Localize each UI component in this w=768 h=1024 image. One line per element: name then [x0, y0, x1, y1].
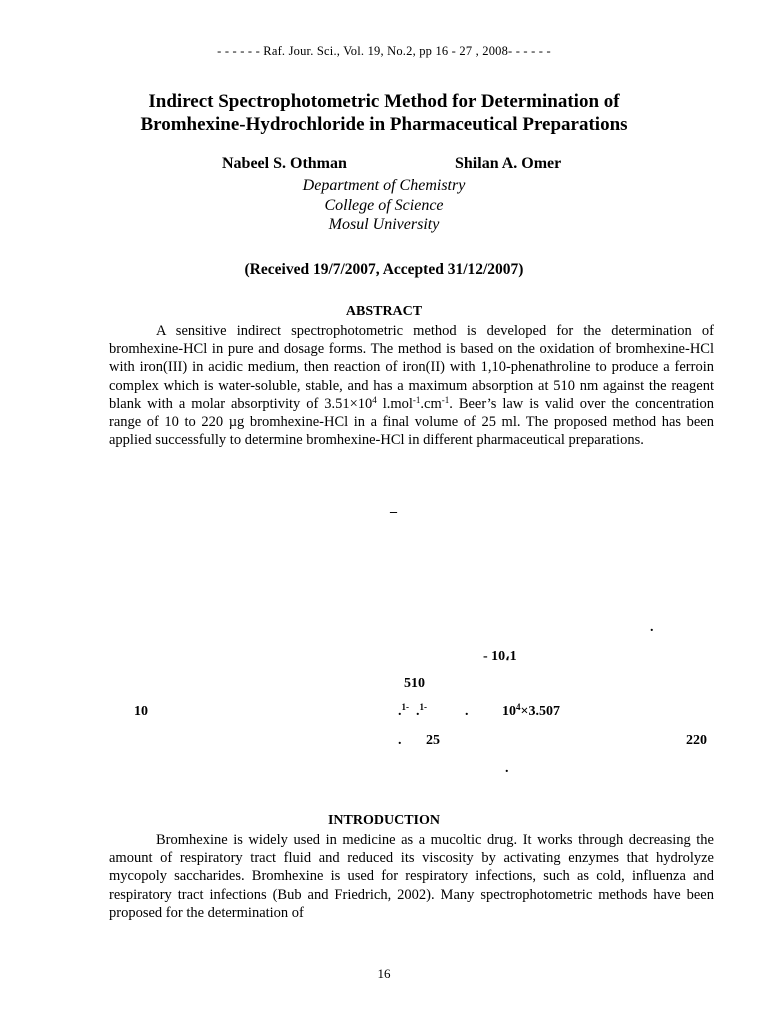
arabic-high-range: 220: [686, 733, 707, 748]
abstract-body: [109, 322, 714, 449]
unit-exp-2: 1-: [419, 702, 427, 712]
affiliation-college: College of Science: [324, 196, 444, 214]
absorptivity-exp: 4: [516, 702, 521, 712]
arabic-absorptivity: [502, 704, 560, 720]
author-1: Nabeel S. Othman: [222, 155, 347, 172]
abstract-heading: ABSTRACT: [345, 304, 423, 319]
absorptivity-rest: ×3.507: [520, 704, 560, 719]
abstract-text-4: . Beer’s law is valid over the concentration range of 10 to 220 µg bromhexine-HCl in a final volume of 25 ml. The proposed method has been applied successfully to determine bromhexine-HCl in different pharmaceutical preparations.: [109, 395, 714, 449]
arabic-low-range: 10: [134, 704, 148, 719]
affiliation-department: Department of Chemistry: [302, 177, 466, 194]
abstract-exp-1: 4: [372, 394, 377, 405]
introduction-paragraph: Bromhexine is widely used in medicine as a mucoltic drug. It works through decreasing the amount of respiratory tract fluid and reduced its viscosity by activating enzymes that hydrolyze mycopoly saccharides. Bromhexine is used for respiratory infections, such as cold, influenza and respiratory tract infections (Bub and Friedrich, 2002). Many spectrophotometric methods have been proposed for the determination of: [109, 832, 714, 921]
journal-header: - - - - - - Raf. Jour. Sci., Vol. 19, No.2, pp 16 - 27 , 2008- - - - - -: [217, 44, 551, 58]
affiliation-university: Mosul University: [328, 216, 440, 233]
title-line-2: Bromhexine-Hydrochloride in Pharmaceutical Preparations: [140, 114, 628, 135]
abstract-text-2: l.mol: [376, 395, 413, 412]
arabic-dot-mid: .: [465, 704, 469, 719]
abstract-text-1: A sensitive indirect spectrophotometric method is developed for the determination of bromhexine-HCl in pure and dosage forms. The method is based on the oxidation of bromhexine-HCl with iron(III) in acidic medium, then reaction of iron(II) with 1,10-phenathroline to produce a ferroin complex which is water-soluble, stable, and has a maximum absorption at 510 nm against the reagent blank with a molar absorptivity of 3.51×10: [109, 323, 714, 412]
unit-exp-1: 1-: [401, 702, 409, 712]
abstract-exp-3: -1: [441, 394, 450, 405]
arabic-dot-end: .: [505, 761, 509, 776]
arabic-dot-1: .: [650, 620, 654, 635]
received-date: (Received 19/7/2007, Accepted 31/12/2007): [244, 261, 524, 278]
abstract-exp-2: -1: [412, 394, 421, 405]
absorptivity-base: 10: [502, 704, 516, 719]
arabic-dash: _: [390, 500, 397, 515]
arabic-volume-dot: .: [398, 733, 402, 748]
title-line-1: Indirect Spectrophotometric Method for Determination of: [148, 91, 620, 112]
abstract-text-3: .cm: [420, 395, 442, 412]
affiliation: [0, 176, 768, 235]
arabic-wavelength: 510: [404, 676, 425, 691]
introduction-heading: INTRODUCTION: [327, 813, 440, 828]
arabic-units: .$^{1-}$ .$^{1-}$: [398, 702, 427, 719]
arabic-volume: 25: [426, 733, 440, 748]
introduction-body: [109, 831, 714, 922]
authors: [0, 155, 768, 177]
paper-title: [0, 90, 768, 136]
author-2: Shilan A. Omer: [455, 155, 562, 172]
arabic-range: - 10،1: [483, 649, 517, 664]
page-number: 16: [377, 966, 391, 981]
